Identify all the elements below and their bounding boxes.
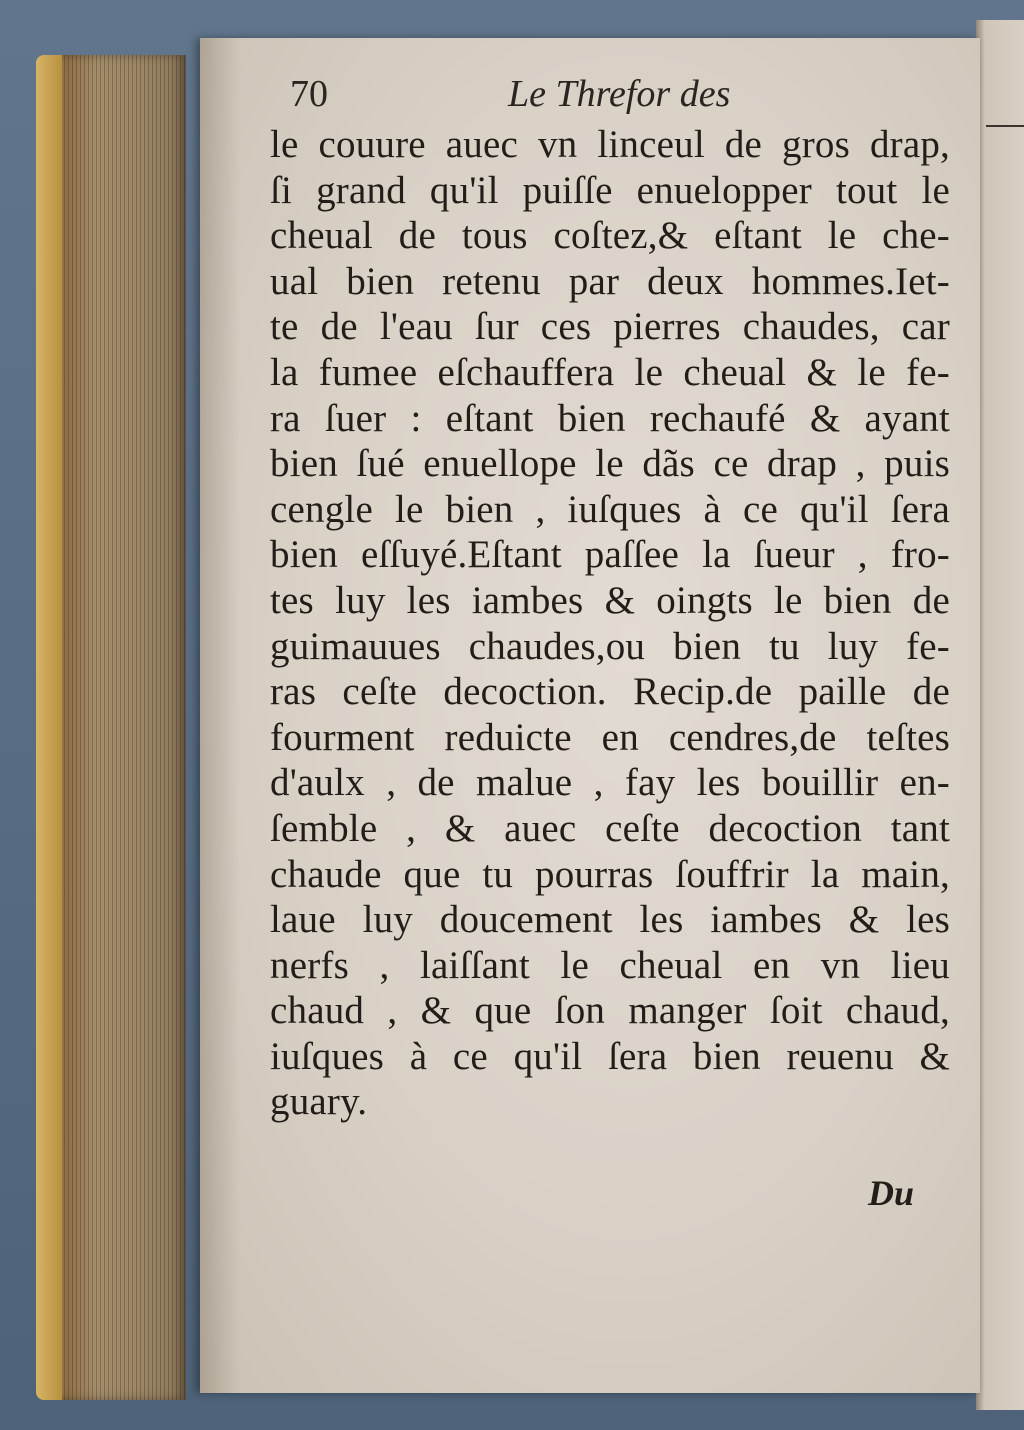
text-line: guary. (270, 1080, 368, 1124)
body-text (270, 122, 950, 1125)
text-line: iuſques à ce qu'il ſera bien reuenu & (270, 1034, 950, 1078)
page-number: 70 (290, 73, 328, 115)
text-line: ra ſuer : eſtant bien rechaufé & ayant (270, 396, 950, 440)
text-line: cheual de tous coſtez,& eſtant le che- (270, 214, 950, 258)
text-line: chaude que tu pourras ſouffrir la main, (270, 852, 950, 896)
text-line: cengle le bien , iuſques à ce qu'il ſera (270, 487, 950, 531)
text-line: fourment reduicte en cendres,de teſtes (270, 715, 950, 759)
text-line: d'aulx , de malue , fay les bouillir en- (270, 761, 950, 805)
text-line: tes luy les iambes & oingts le bien de (270, 578, 950, 622)
text-line: laue luy doucement les iambes & les (270, 898, 950, 942)
running-title: Le Threfor des (508, 73, 731, 115)
text-line: ual bien retenu par deux hommes.Iet- (270, 259, 950, 303)
text-line: bien eſſuyé.Eſtant paſſee la ſueur , fro- (270, 533, 950, 577)
text-line: guimauues chaudes,ou bien tu luy fe- (270, 624, 950, 668)
text-line: ras ceſte decoction. Recip.de paille de (270, 670, 950, 714)
gilt-page-edges (36, 55, 186, 1400)
text-line: ſemble , & auec ceſte decoction tant (270, 806, 950, 850)
text-line: chaud , & que ſon manger ſoit chaud, (270, 989, 950, 1033)
text-line: le couure auec vn linceul de gros drap, (270, 123, 950, 166)
facing-page-fragment (976, 20, 1024, 1410)
facing-page-rule (986, 125, 1024, 127)
text-line: la fumee eſchauffera le cheual & le fe- (270, 350, 950, 394)
text-line: nerfs , laiſſant le cheual en vn lieu (270, 943, 950, 987)
text-line: bien ſué enuellope le dãs ce drap , puis (270, 442, 950, 486)
text-line: te de l'eau ſur ces pierres chaudes, car (270, 305, 950, 349)
catchword: Du (868, 1173, 915, 1213)
text-line: ſi grand qu'il puiſſe enuelopper tout le (270, 168, 950, 212)
